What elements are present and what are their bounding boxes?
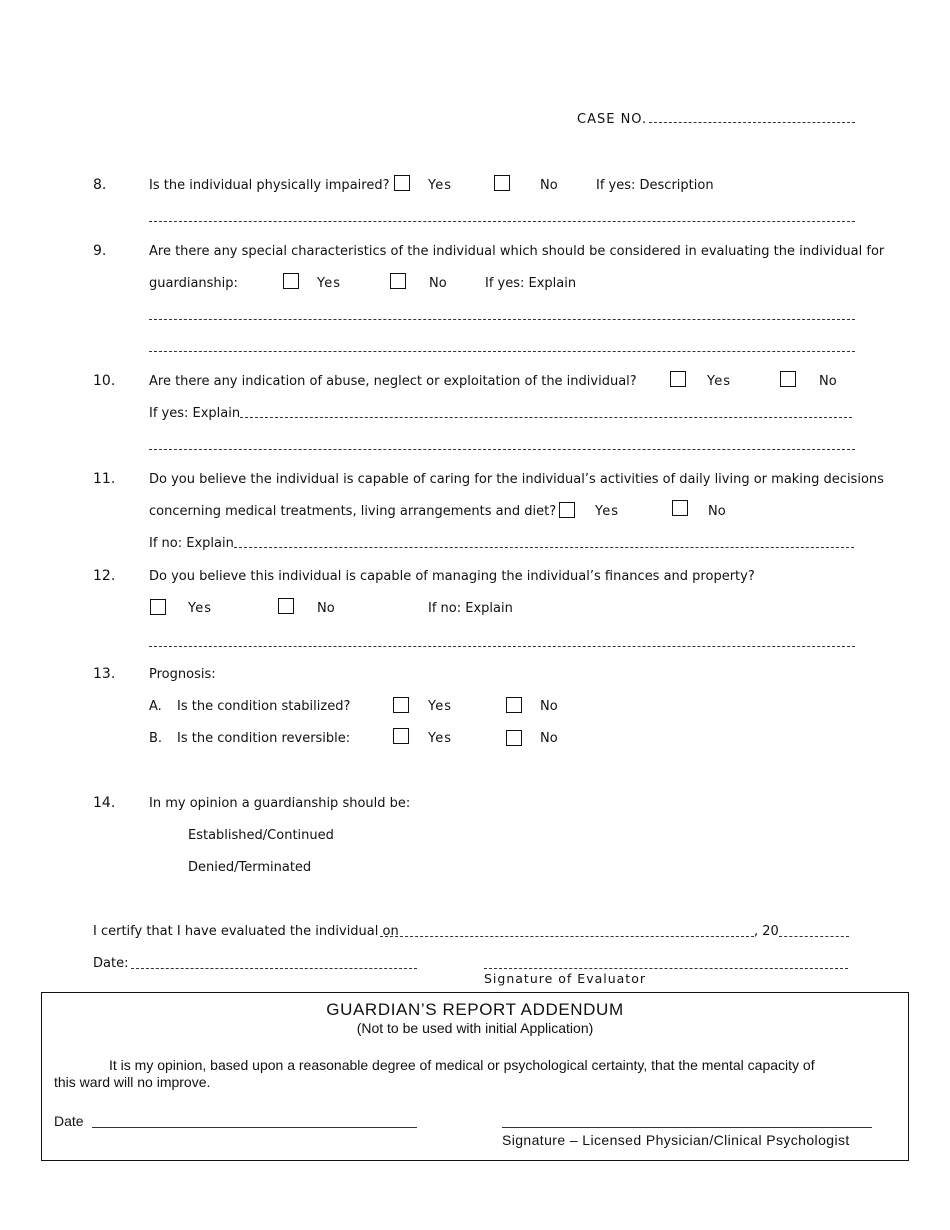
q13-b-no-checkbox[interactable] bbox=[506, 730, 522, 746]
addendum-box bbox=[41, 992, 909, 1161]
evaluator-signature-label: Signature of Evaluator bbox=[484, 971, 646, 986]
q9-yes-checkbox[interactable] bbox=[283, 273, 299, 289]
q12-no-checkbox[interactable] bbox=[278, 598, 294, 614]
q9-no-checkbox[interactable] bbox=[390, 273, 406, 289]
q14-number: 14. bbox=[93, 795, 116, 811]
q12-yes-label: Yes bbox=[188, 601, 212, 616]
q11-yes-label: Yes bbox=[595, 504, 619, 519]
evaluator-signature-line[interactable] bbox=[484, 968, 848, 969]
q13-b-question: Is the condition reversible: bbox=[177, 731, 351, 746]
q13-b-no-label: No bbox=[540, 731, 558, 746]
certify-year-prefix: , 20 bbox=[754, 924, 779, 939]
q10-question: Are there any indication of abuse, neglect or exploitation of the individual? bbox=[149, 374, 637, 389]
q8-description-line[interactable] bbox=[149, 221, 855, 222]
q8-question: Is the individual physically impaired? bbox=[149, 178, 390, 193]
addendum-date-label: Date bbox=[54, 1113, 84, 1129]
addendum-body-line1: It is my opinion, based upon a reasonable degree of medical or psychological certainty, that the mental capacity of bbox=[109, 1057, 815, 1073]
q11-number: 11. bbox=[93, 471, 116, 487]
q9-no-label: No bbox=[429, 276, 447, 291]
q11-question-cont: concerning medical treatments, living arrangements and diet? bbox=[149, 504, 557, 519]
q14-question: In my opinion a guardianship should be: bbox=[149, 796, 411, 811]
q13-b-yes-checkbox[interactable] bbox=[393, 728, 409, 744]
q10-yes-checkbox[interactable] bbox=[670, 371, 686, 387]
evaluation-year-field[interactable] bbox=[779, 936, 849, 937]
q13-number: 13. bbox=[93, 666, 116, 682]
q13-a-yes-label: Yes bbox=[428, 699, 452, 714]
date-field[interactable] bbox=[131, 968, 417, 969]
q13-b-yes-label: Yes bbox=[428, 731, 452, 746]
q8-yes-label: Yes bbox=[428, 178, 452, 193]
q10-explain-line-1[interactable] bbox=[240, 417, 852, 418]
q9-number: 9. bbox=[93, 243, 107, 259]
evaluation-date-field[interactable] bbox=[380, 936, 754, 937]
addendum-body-line2: this ward will no improve. bbox=[54, 1074, 211, 1090]
addendum-date-field[interactable] bbox=[92, 1127, 417, 1128]
q11-followup-label: If no: Explain bbox=[149, 536, 234, 551]
date-label: Date: bbox=[93, 956, 129, 971]
q12-question: Do you believe this individual is capable of managing the individual’s finances and property? bbox=[149, 569, 755, 584]
q9-question-cont: guardianship: bbox=[149, 276, 238, 291]
case-number-label: CASE NO. bbox=[577, 112, 648, 127]
q12-no-label: No bbox=[317, 601, 335, 616]
q8-number: 8. bbox=[93, 177, 107, 193]
addendum-signature-line[interactable] bbox=[502, 1127, 872, 1128]
q12-explain-line[interactable] bbox=[149, 646, 855, 647]
q12-followup-label: If no: Explain bbox=[428, 601, 513, 616]
q8-no-label: No bbox=[540, 178, 558, 193]
q11-no-checkbox[interactable] bbox=[672, 500, 688, 516]
q13-a-question: Is the condition stabilized? bbox=[177, 699, 351, 714]
q10-yes-label: Yes bbox=[707, 374, 731, 389]
q9-explain-line-2[interactable] bbox=[149, 351, 855, 352]
q8-yes-checkbox[interactable] bbox=[394, 175, 410, 191]
q9-yes-label: Yes bbox=[317, 276, 341, 291]
q12-number: 12. bbox=[93, 568, 116, 584]
q8-followup-label: If yes: Description bbox=[596, 178, 714, 193]
q11-yes-checkbox[interactable] bbox=[559, 502, 575, 518]
q14-option-established[interactable]: Established/Continued bbox=[188, 828, 334, 843]
case-number-field[interactable] bbox=[649, 122, 855, 123]
q9-explain-line-1[interactable] bbox=[149, 319, 855, 320]
q13-a-yes-checkbox[interactable] bbox=[393, 697, 409, 713]
q8-no-checkbox[interactable] bbox=[494, 175, 510, 191]
q10-no-label: No bbox=[819, 374, 837, 389]
q10-no-checkbox[interactable] bbox=[780, 371, 796, 387]
q13-a-no-checkbox[interactable] bbox=[506, 697, 522, 713]
q13-a-no-label: No bbox=[540, 699, 558, 714]
q13-b-letter: B. bbox=[149, 731, 163, 746]
q14-option-denied[interactable]: Denied/Terminated bbox=[188, 860, 312, 875]
q11-question: Do you believe the individual is capable of caring for the individual’s activities of daily living or making decisions bbox=[149, 472, 884, 487]
q13-title: Prognosis: bbox=[149, 667, 216, 682]
q9-followup-label: If yes: Explain bbox=[485, 276, 577, 291]
q12-yes-checkbox[interactable] bbox=[150, 599, 166, 615]
q10-followup-label: If yes: Explain bbox=[149, 406, 241, 421]
addendum-signature-label: Signature – Licensed Physician/Clinical Psychologist bbox=[502, 1132, 850, 1148]
q9-question: Are there any special characteristics of the individual which should be considered in evaluating the individual for bbox=[149, 244, 885, 259]
q13-a-letter: A. bbox=[149, 699, 162, 714]
addendum-subtitle: (Not to be used with initial Application) bbox=[356, 1020, 594, 1036]
q10-number: 10. bbox=[93, 373, 116, 389]
q10-explain-line-2[interactable] bbox=[149, 449, 855, 450]
q11-explain-line[interactable] bbox=[234, 547, 854, 548]
q11-no-label: No bbox=[708, 504, 726, 519]
addendum-title: GUARDIAN’S REPORT ADDENDUM bbox=[326, 1000, 624, 1019]
certify-text: I certify that I have evaluated the individual on bbox=[93, 924, 399, 939]
